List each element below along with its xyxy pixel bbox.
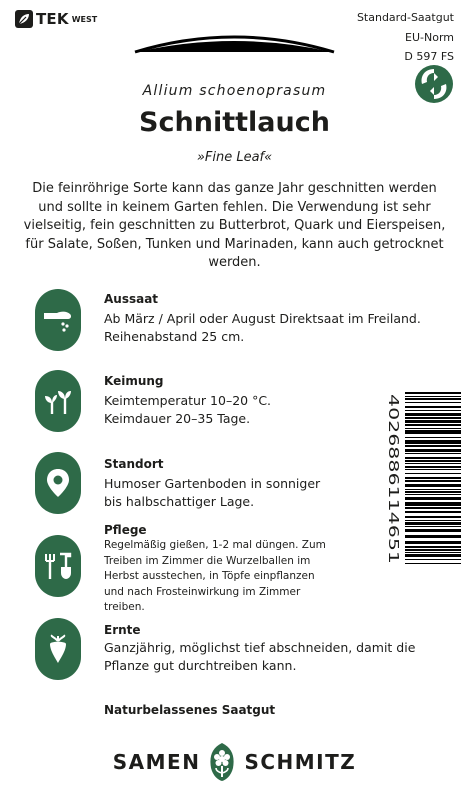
ernte-line: Ganzjährig, möglichst tief abschneiden, damit die: [104, 640, 416, 655]
barcode-bar: [405, 424, 461, 426]
barcode-bar: [405, 526, 461, 527]
garden-tools-icon: [43, 551, 73, 581]
barcode-bar: [405, 484, 461, 487]
barcode-bar: [405, 497, 461, 500]
barcode-bar: [405, 491, 461, 493]
location-pin-icon: [43, 468, 73, 498]
barcode-bars: [405, 392, 461, 564]
barcode-bar: [405, 520, 461, 521]
barcode-bar: [405, 406, 461, 408]
ernte-heading: Ernte: [104, 623, 141, 637]
natural-seed-label: Naturbelassenes Saatgut: [104, 703, 276, 717]
pflege-badge: [35, 535, 81, 597]
pflege-line: Herbst ausstechen, in Töpfe einpflanzen: [104, 570, 315, 582]
barcode-bar: [405, 522, 461, 525]
flower-emblem-icon: [208, 742, 236, 782]
barcode-bar: [405, 449, 461, 452]
logo-text: TEK: [36, 10, 69, 28]
tek-logo: [14, 9, 97, 29]
barcode-bar: [405, 420, 461, 423]
barcode-bar: [405, 453, 461, 454]
standard-line: EU-Norm: [405, 30, 454, 44]
barcode-bar: [405, 396, 461, 397]
standort-heading: Standort: [104, 457, 164, 471]
barcode-bar: [405, 563, 461, 564]
barcode-bar: [405, 460, 461, 462]
vegetable-icon: [43, 634, 73, 664]
barcode-bar: [405, 546, 461, 548]
barcode-bar: [405, 469, 461, 470]
barcode-bar: [405, 417, 461, 419]
standard-line: Standard-Saatgut: [356, 11, 454, 24]
standort-badge: [35, 452, 81, 514]
aussaat-line: Reihenabstand 25 cm.: [104, 329, 245, 344]
barcode-bar: [405, 549, 461, 551]
barcode-bar: [405, 473, 461, 474]
barcode-bar: [405, 489, 461, 490]
barcode-bar: [405, 445, 461, 447]
barcode: [385, 392, 461, 567]
standort-line: bis halbschattiger Lage.: [104, 494, 255, 509]
standard-seed-info: [357, 8, 454, 67]
seedling-icon: [43, 386, 73, 416]
aussaat-line: Ab März / April oder August Direktsaat im Freiland.: [104, 311, 421, 326]
pflege-line: Treiben im Zimmer die Wurzelballen im: [104, 554, 311, 567]
barcode-bar: [405, 440, 461, 444]
barcode-bar: [405, 398, 461, 400]
logo-subtext: WEST: [71, 14, 98, 24]
barcode-bar: [405, 552, 461, 553]
aussaat-badge: [35, 289, 81, 351]
sowing-hand-icon: [43, 305, 73, 335]
barcode-bar: [405, 511, 461, 513]
barcode-bar: [405, 477, 461, 479]
barcode-bar: [405, 430, 461, 434]
pflege-line: treiben.: [104, 601, 145, 613]
keimung-line: Keimdauer 20–35 Tage.: [104, 411, 251, 426]
brand-word-left: SAMEN: [112, 750, 201, 774]
barcode-bar: [405, 413, 461, 416]
latin-name: Allium schoenoprasum: [142, 83, 327, 99]
keimung-badge: [35, 370, 81, 432]
standard-line: D 597 FS: [404, 50, 454, 63]
barcode-bar: [405, 428, 461, 429]
product-title: Schnittlauch: [139, 107, 330, 138]
barcode-bar: [405, 402, 461, 403]
keimung-line: Keimtemperatur 10–20 °C.: [104, 393, 272, 408]
barcode-bar: [405, 466, 461, 468]
standort-line: Humoser Gartenboden in sonniger: [104, 476, 321, 491]
barcode-bar: [405, 516, 461, 518]
product-description: Die feinröhrige Sorte kann das ganze Jahr geschnitten werden und sollte in keinem Garten fehlen. Die Verwendung ist sehr vielseitig, fein geschnitten zu Butterbrot, Quark und Eierspeisen, für Salate, Soßen, Tunken und Marinaden, kann auch getrocknet werden.: [23, 181, 446, 270]
barcode-number: 4026886114651: [385, 394, 401, 506]
ernte-badge: [35, 618, 81, 680]
aussaat-heading: Aussaat: [104, 292, 159, 306]
barcode-bar: [405, 541, 461, 544]
pflege-line: und nach Frosteinwirkung im Zimmer: [104, 585, 301, 598]
variety-name: »Fine Leaf«: [196, 150, 273, 165]
pflege-line: Regelmäßig gießen, 1-2 mal düngen. Zum: [104, 539, 326, 551]
brand-word-right: SCHMITZ: [244, 750, 357, 774]
barcode-bar: [405, 410, 461, 411]
barcode-bar: [405, 559, 461, 560]
barcode-bar: [405, 437, 461, 438]
hang-hole: [133, 28, 336, 54]
barcode-bar: [405, 494, 461, 495]
tek-leaf-icon: [14, 9, 34, 29]
ernte-line: Pflanze gut durchtreiben kann.: [104, 658, 297, 673]
barcode-bar: [405, 535, 461, 538]
barcode-bar: [405, 463, 461, 464]
brand-logo: [0, 742, 469, 782]
barcode-bar: [405, 480, 461, 482]
barcode-bar: [405, 392, 461, 394]
barcode-bar: [405, 507, 461, 509]
barcode-bar: [405, 554, 461, 557]
keimung-heading: Keimung: [104, 374, 164, 388]
pflege-heading: Pflege: [104, 523, 147, 537]
barcode-bar: [405, 502, 461, 506]
barcode-bar: [405, 457, 461, 459]
barcode-bar: [405, 529, 461, 532]
